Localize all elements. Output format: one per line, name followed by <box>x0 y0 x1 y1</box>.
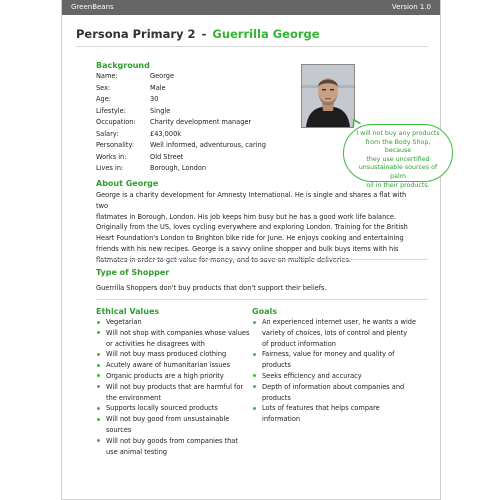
bullet-icon <box>97 385 100 388</box>
item-text: variety of choices, lots of control and plenty <box>262 328 408 337</box>
bullet-icon <box>97 407 100 410</box>
list-item <box>252 317 432 349</box>
item-text: Fairness, value for money and quality of <box>262 350 395 359</box>
item-text: Will not shop with companies whose values <box>106 328 250 337</box>
quote-line: unsustainable sources of palm <box>358 164 438 180</box>
bullet-icon <box>97 418 100 421</box>
field-value: Well informed, adventurous, caring <box>150 141 266 149</box>
persona-name: Guerrilla George <box>212 27 320 41</box>
bullet-icon <box>253 385 256 388</box>
about-line <box>96 255 418 266</box>
shopper-text: Guerrilla Shoppers don't buy products that don't support their beliefs. <box>96 284 327 292</box>
item-text: Depth of information about companies and <box>262 382 405 391</box>
persona-photo <box>301 64 355 128</box>
item-text: Will not buy goods from companies that <box>106 436 238 445</box>
list-item <box>96 414 266 436</box>
bullet-icon <box>253 407 256 410</box>
field-value: £43,000k <box>150 129 182 138</box>
field-label: Salary: <box>96 129 119 138</box>
item-text: information <box>262 415 301 424</box>
list-item <box>252 382 432 404</box>
item-text: use animal testing <box>106 447 168 456</box>
title-separator: - <box>201 27 207 41</box>
quote-line: they use uncertified <box>366 155 430 163</box>
about-heading: About George <box>96 179 159 188</box>
item-text: Lots of features that helps compare <box>262 404 380 413</box>
field-value: Single <box>150 106 171 115</box>
list-item <box>252 371 432 382</box>
shopper-heading: Type of Shopper <box>96 268 170 277</box>
item-text: Will not buy mass produced clothing <box>106 350 227 359</box>
item-text: Organic products are a high priority <box>106 371 224 380</box>
about-divider <box>96 259 428 260</box>
list-item <box>96 382 266 404</box>
field-value: George <box>150 72 175 80</box>
about-line: Originally from the US, loves cycling everywhere and exploring London. Training for the British <box>96 223 408 232</box>
field-label: Personality: <box>96 141 135 149</box>
field-value: Charity development manager <box>150 118 252 126</box>
item-text: An experienced internet user, he wants a wide <box>262 318 417 326</box>
list-item <box>96 360 266 371</box>
item-text: the environment <box>106 393 161 402</box>
brand-label: GreenBeans <box>71 3 114 11</box>
about-line: friends with his new recipes. George is a savvy online shopper and bulk buys items with his <box>96 244 399 253</box>
quote-line: from the Body Shop, because <box>365 138 431 155</box>
field-label: Occupation: <box>96 118 136 126</box>
field-label: Name: <box>96 72 118 80</box>
bullet-icon <box>253 353 256 356</box>
item-text: of product information <box>262 339 336 348</box>
page-title <box>76 27 320 41</box>
list-item <box>96 403 266 414</box>
shopper-divider <box>96 299 428 300</box>
quote-line: I will not buy any products <box>356 130 440 137</box>
quote-line: oil in their products. <box>366 181 430 189</box>
field-label: Age: <box>96 95 111 103</box>
field-value: Male <box>150 83 166 92</box>
top-bar <box>62 0 440 15</box>
goals-heading: Goals <box>252 307 277 316</box>
about-line: George is a charity development for Amnesty International. He is single and shares a flat with two <box>96 191 407 210</box>
list-item <box>96 436 266 458</box>
title-divider <box>76 46 428 47</box>
field-label: Lives in: <box>96 164 124 172</box>
bullet-icon <box>97 439 100 442</box>
title-prefix: Persona Primary 2 <box>76 27 196 41</box>
quote-bubble <box>343 124 453 189</box>
field-value: Borough, London <box>150 164 207 172</box>
list-item <box>96 317 266 328</box>
field-label: Works in: <box>96 152 127 161</box>
portrait-icon <box>302 65 354 127</box>
list-item <box>96 328 266 350</box>
about-paragraph <box>96 190 418 266</box>
item-text: sources <box>106 425 132 434</box>
persona-page <box>61 0 441 500</box>
bullet-icon <box>253 321 256 324</box>
item-text: Will not buy products that are harmful for <box>106 382 244 391</box>
field-label: Sex: <box>96 83 111 92</box>
version-label: Version 1.0 <box>391 3 431 11</box>
item-text: Acutely aware of humanitarian issues <box>106 361 231 370</box>
bullet-icon <box>97 331 100 334</box>
ethical-heading: Ethical Values <box>96 307 160 316</box>
bullet-icon <box>97 321 100 324</box>
field-value: 30 <box>150 95 159 103</box>
list-item <box>96 371 266 382</box>
bullet-icon <box>253 374 256 377</box>
about-line: flatmates in Borough, London. His job keeps him busy but he has a good work life balance. <box>96 212 397 221</box>
item-text: Will not buy good from unsustainable <box>106 415 230 424</box>
list-item <box>96 349 266 360</box>
item-text: Vegetarian <box>106 318 142 326</box>
ethical-list <box>96 317 266 457</box>
field-value: Old Street <box>150 152 184 161</box>
background-heading: Background <box>96 61 150 70</box>
item-text: or activities he disagrees with <box>106 339 205 348</box>
goals-list <box>252 317 432 425</box>
bullet-icon <box>97 364 100 367</box>
bullet-icon <box>97 353 100 356</box>
about-line: Heart Foundation's London to Brighton bike ride for June. He enjoys cooking and entertaining <box>96 234 404 243</box>
item-text: Supports locally sourced products <box>106 404 218 413</box>
item-text: Seeks efficiency and accuracy <box>262 371 362 380</box>
bullet-icon <box>97 374 100 377</box>
list-item <box>252 349 432 371</box>
item-text: products <box>262 393 291 402</box>
item-text: products <box>262 361 291 370</box>
field-label: Lifestyle: <box>96 106 126 115</box>
list-item <box>252 403 432 425</box>
